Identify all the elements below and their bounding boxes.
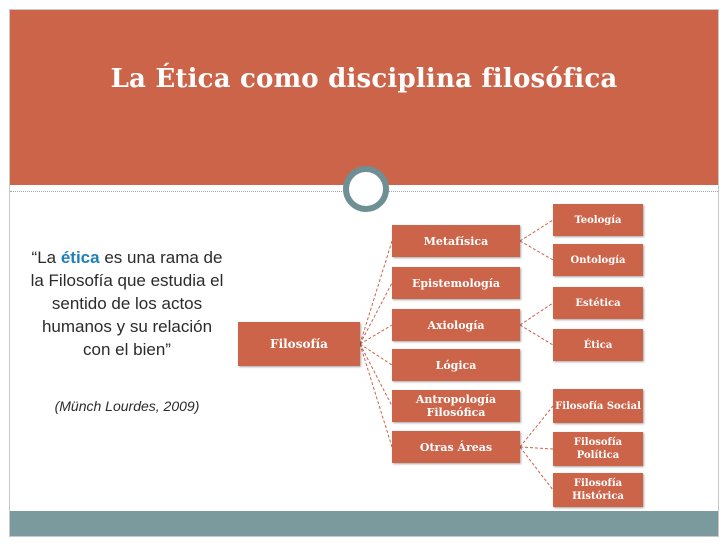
node-otras-areas: Otras Áreas [392, 431, 520, 463]
connector-otras-areas-filosofia-social [520, 406, 553, 447]
node-antropologia-filosofica: Antropología Filosófica [392, 390, 520, 422]
node-filosofia: Filosofía [238, 322, 360, 366]
quote-citation: (Münch Lourdes, 2009) [54, 398, 200, 414]
node-ontologia: Ontología [553, 244, 643, 276]
connector-axiologia-estetica [520, 303, 553, 325]
connector-root-otras-areas [360, 344, 392, 447]
node-estetica: Estética [553, 287, 643, 319]
node-logica: Lógica [392, 349, 520, 381]
connector-otras-areas-filosofia-politica [520, 447, 553, 449]
node-filosofia-historica: Filosofía Histórica [553, 473, 643, 507]
node-epistemologia: Epistemología [392, 267, 520, 299]
connector-root-logica [360, 344, 392, 365]
node-metafisica: Metafísica [392, 225, 520, 257]
node-etica: Ética [553, 329, 643, 361]
node-filosofia-politica: Filosofía Política [553, 432, 643, 466]
connector-root-metafisica [360, 241, 392, 344]
slide-title: La Ética como disciplina filosófica [110, 64, 618, 94]
connector-metafisica-teologia [520, 220, 553, 241]
connector-metafisica-ontologia [520, 241, 553, 260]
node-axiologia: Axiología [392, 309, 520, 341]
node-filosofia-social: Filosofía Social [553, 389, 643, 423]
node-teologia: Teología [553, 204, 643, 236]
connector-otras-areas-filosofia-historica [520, 447, 553, 490]
slide-footer [10, 511, 718, 536]
connector-axiologia-etica [520, 325, 553, 345]
connector-root-epistemologia [360, 283, 392, 344]
quote-rest: es una rama de la Filosofía que estudia el sentido de los actos humanos y su relación con el bien” [30, 248, 224, 359]
quote-open: “La [31, 248, 61, 267]
quote-highlight: ética [60, 248, 100, 267]
